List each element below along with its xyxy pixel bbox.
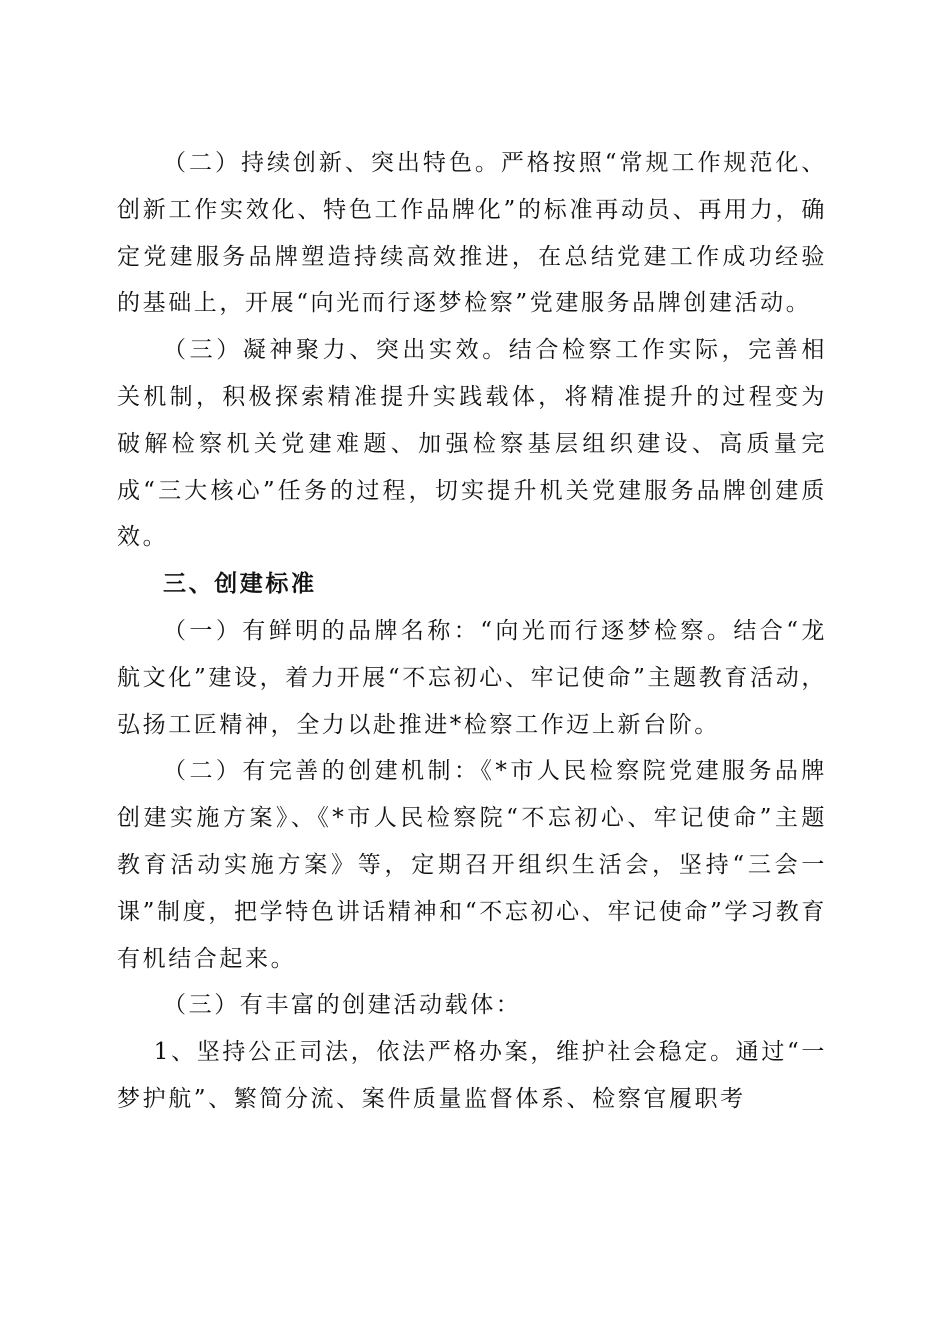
standard-brand-name: （一）有鲜明的品牌名称：“向光而行逐梦检察。结合“龙航文化”建设，着力开展“不忘初心、牢记使命”主题教育活动，弘扬工匠精神，全力以赴推进*检察工作迈上新台阶。 [117, 617, 827, 738]
paragraph-effectiveness: （三）凝神聚力、突出实效。结合检察工作实际，完善相关机制，积极探索精准提升实践载体，将精准提升的过程变为破解检察机关党建难题、加强检察基层组织建设、高质量完成“三大核心”任务的过程，切实提升机关党建服务品牌创建质效。 [117, 337, 827, 551]
paragraph-innovation: （二）持续创新、突出特色。严格按照“常规工作规范化、创新工作实效化、特色工作品牌化”的标准再动员、再用力，确定党建服务品牌塑造持续高效推进，在总结党建工作成功经验的基础上，开展“向光而行逐梦检察”党建服务品牌创建活动。 [117, 150, 827, 317]
standard-mechanism: （二）有完善的创建机制：《*市人民检察院党建服务品牌创建实施方案》、《*市人民检察院“不忘初心、牢记使命”主题教育活动实施方案》等，定期召开组织生活会，坚持“三会一课”制度，把学特色讲话精神和“不忘初心、牢记使命”学习教育有机结合起来。 [117, 758, 827, 972]
document-body [117, 140, 827, 1123]
list-item-1: 1、坚持公正司法，依法严格办案，维护社会稳定。通过“一梦护航”、繁简分流、案件质量监督体系、检察官履职考 [117, 1039, 827, 1112]
standard-activity-carrier: （三）有丰富的创建活动载体： [163, 992, 522, 1019]
section-heading: 三、创建标准 [163, 571, 317, 598]
